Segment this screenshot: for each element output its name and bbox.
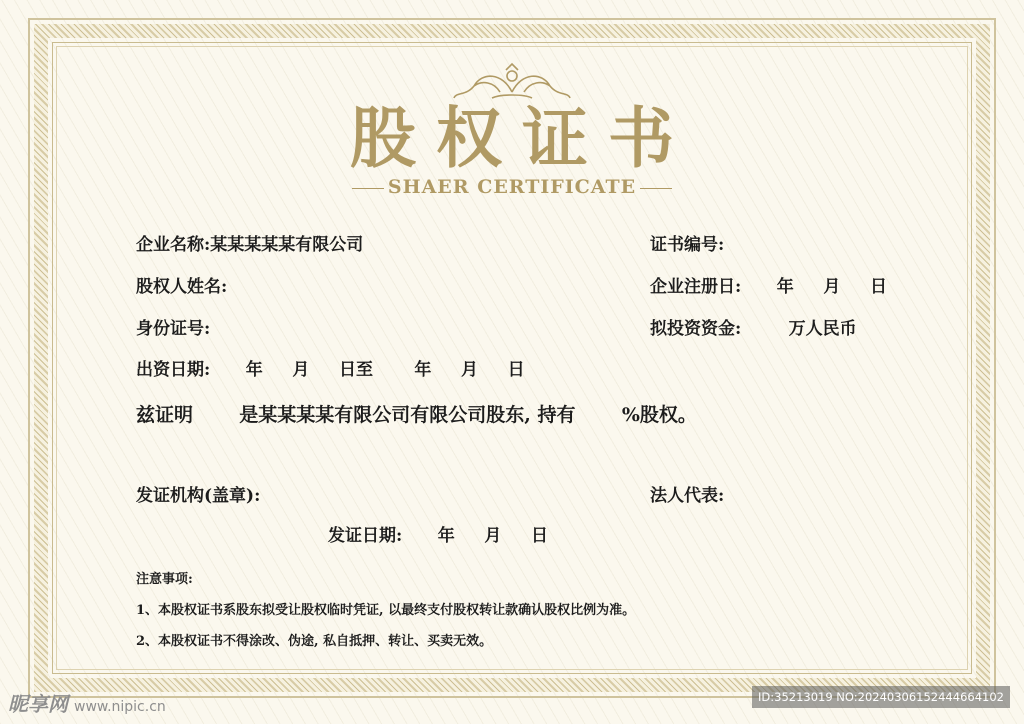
certificate-title: 股权证书	[350, 99, 694, 177]
note-item-2: 2、本股权证书不得涂改、伪途, 私自抵押、转让、买卖无效。	[136, 634, 493, 649]
subtitle-text: SHAER CERTIFICATE	[387, 176, 637, 198]
investment-date-field: 出资日期: 年 月 日至 年 月 日	[136, 360, 525, 380]
issuer-field: 发证机构(盖章):	[136, 486, 261, 506]
watermark-url: www.nipic.cn	[74, 699, 166, 715]
cert-number-field: 证书编号:	[650, 235, 725, 255]
subtitle-left-line	[352, 188, 384, 189]
capital-field: 拟投资资金: 万人民币	[650, 319, 857, 339]
holder-name-field: 股权人姓名:	[136, 277, 228, 297]
registration-date-field: 企业注册日: 年 月 日	[650, 277, 887, 297]
subtitle-right-line	[640, 188, 672, 189]
watermark-id: ID:35213019 NO:20240306152444664102	[752, 686, 1010, 708]
issue-date-field: 发证日期: 年 月 日	[328, 526, 548, 546]
watermark-brand-text: 昵享网	[8, 692, 68, 716]
legal-representative-field: 法人代表:	[650, 486, 725, 506]
company-name-field: 企业名称:某某某某某有限公司	[136, 235, 364, 255]
notes-heading: 注意事项:	[136, 572, 193, 587]
id-number-field: 身份证号:	[136, 319, 211, 339]
certificate-subtitle	[0, 176, 1024, 198]
certify-statement: 兹证明 是某某某某有限公司有限公司股东, 持有 %股权。	[136, 404, 697, 426]
watermark-brand	[8, 688, 166, 717]
note-item-1: 1、本股权证书系股东拟受让股权临时凭证, 以最终支付股权转让款确认股权比例为准。	[136, 603, 636, 618]
